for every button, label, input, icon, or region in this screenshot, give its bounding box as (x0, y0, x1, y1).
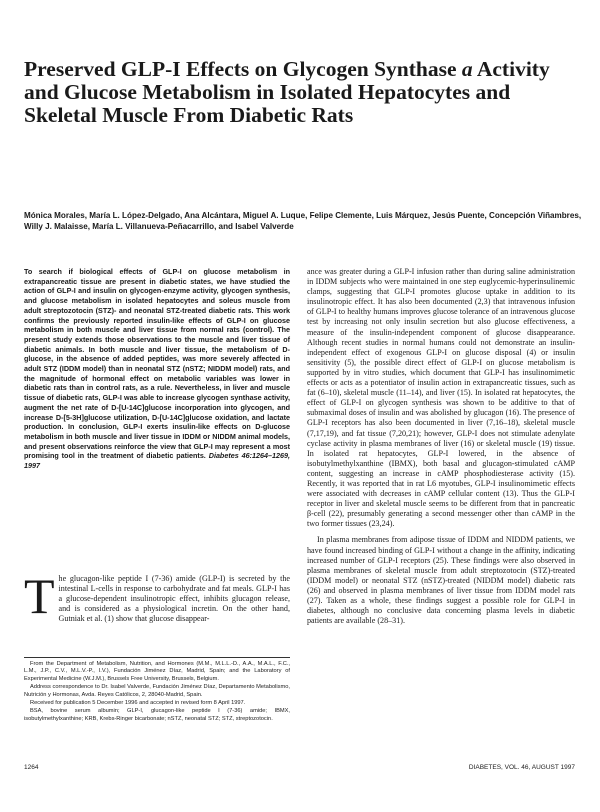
introduction-paragraph (24, 568, 290, 624)
body-paragraph-1: ance was greater during a GLP-I infusion rather than during saline administration in IDDM subjects who were maintained in one step euglycemic-hyperinsulinemic clamps, suggesting that GLP-I promotes glucose uptake in addition to its insulinotropic effect. It has also been documented (2,3) that intravenous infusion of GLP-I to healthy humans improves glucose tolerance of an intravenous glucose test by increasing not only insulin secretion but also glucose effectiveness, a measure of the insulin-independent component of glucose disappearance. Although recent studies in normal humans could not demonstrate an insulin-independent effect of exogenous GLP-I on glucose disposal (4) or insulin sensitivity (5), the possible direct effect of GLP-I on glucose metabolism is supported by in vitro studies, which document that GLP-I has insulinomimetic effects or acts as a potentiator of insulin action in extrapancreatic tissues, such as fat (6–10), skeletal muscle (11–14), and liver (15). In isolated rat hepatocytes, the effect of GLP-I on glycogen synthesis was shown to be additive to that of submaximal doses of insulin and was abolished by glucagon (16). The presence of GLP-I receptors has also been documented in liver (7,16–18), skeletal muscle (7,17,19), and fat tissue (7,20,21); however, GLP-I does not stimulate adenylate cyclase activity in plasma membranes of liver (16) or skeletal muscle (19) tissue. In isolated rat hepatocytes, GLP-I lowered, in the absence of isobutylmethylxanthine (IBMX), both basal and glucagon-stimulated cAMP content, suggesting an increase in cAMP phosphodiesterase activity (15). Recently, it was reported that in rat L6 myotubes, GLP-I insulinomimetic effects were associated with decreases in cAMP cellular content (13). Thus the GLP-I receptor in liver and skeletal muscle seems to be different from that in pancreatic β-cell (22), presumably generating a second messenger other than cAMP in the two former tissues (23,24). (307, 267, 575, 529)
drop-cap: T (24, 568, 55, 624)
article-title (24, 58, 569, 127)
footnote-correspondence: Address correspondence to Dr. Isabel Valverde, Fundación Jiménez Díaz, Departamento Metabolismo, Nutrición y Hormonas, Avda. Reyes Católicos, 2, 28040-Madrid, Spain. (24, 684, 290, 698)
body-paragraph-2: In plasma membranes from adipose tissue of IDDM and NIDDM patients, we have found increased binding of GLP-I without a change in the affinity, indicating increased number of GLP-I receptors (25). These findings were also observed in plasma membranes of skeletal muscle from adult streptozotocin (STZ)-treated (IDDM model) or neonatal STZ (nSTZ)-treated (NIDDM model) diabetic rats (26) and observed in plasma membranes of liver tissue from IDDM model rats (27). Taken as a whole, these findings suggest a possible role for GLP-I in diabetes, although no conclusive data concerning plasma levels in diabetic patients are available (28–31). (307, 535, 575, 626)
title-rest: Activity and Glucose Metabolism in Isolated Hepatocytes and Skeletal Muscle From Diabetic Rats (24, 57, 550, 127)
page-footer (24, 764, 575, 774)
introduction-text: he glucagon-like peptide I (7-36) amide (GLP-I) is secreted by the intestinal L-cells in response to carbohydrate and fat meals. GLP-I has a glucose-dependent insulinotropic effect, inhibits glucagon release, and is considered as a physiological incretin. On the other hand, Gutniak et al. (1) show that glucose disappear- (58, 574, 290, 624)
abstract-citation: Diabetes 46:1264–1269, 1997 (24, 451, 290, 471)
left-column (24, 267, 290, 471)
footnotes (24, 657, 290, 724)
author-list: Mónica Morales, María L. López-Delgado, Ana Alcántara, Miguel A. Luque, Felipe Clemente, Luis Márquez, Jesús Puente, Concepción Viñambres, Willy J. Malaisse, María L. Villanueva-Peñacarrillo, and Isabel Valverde (24, 211, 582, 231)
title-alpha-symbol: a (461, 57, 473, 81)
page-number: 1264 (24, 764, 39, 771)
abstract (24, 267, 290, 471)
footnote-abbreviations: BSA, bovine serum albumin; GLP-I, glucagon-like peptide I (7-36) amide; IBMX, isobutylmethylxanthine; KRB, Krebs-Ringer bicarbonate; nSTZ, neonatal STZ; STZ, streptozotocin. (24, 708, 290, 722)
right-column (307, 267, 575, 632)
footnote-received: Received for publication 5 December 1996 and accepted in revised form 8 April 1997. (30, 700, 246, 707)
footnote-affiliation: From the Department of Metabolism, Nutrition, and Hormones (M.M., M.L.L.-D., A.A., M.A.L., F.C., L.M., J.P., C.V., M.L.V.-P., I.V.), Fundación Jiménez Díaz, Madrid, Spain; and the Laboratory of Experimental Medicine (W.J.M.), Brussels Free University, Brussels, Belgium. (24, 661, 290, 682)
title-main: Preserved GLP-I Effects on Glycogen Synthase (24, 57, 462, 81)
journal-reference: DIABETES, VOL. 46, AUGUST 1997 (468, 764, 575, 771)
abstract-text: To search if biological effects of GLP-I on glucose metabolism in extrapancreatic tissue are present in diabetic states, we have studied the action of GLP-I and insulin on glycogen-enzyme activity, glycogen synthesis, and glucose metabolism in isolated hepatocytes and soleus muscle from adult streptozotocin (STZ)- and neonatal STZ-treated diabetic rats. This work confirms the previously reported insulin-like effects of GLP-I on glucose metabolism in both muscle and liver tissue from normal rats (control). The present study extends those observations to the muscle and liver tissue of diabetic animals. In both muscle and liver tissue, the metabolism of D-glucose, in the absence of added peptides, was more severely affected in adult STZ (IDDM model) than in neonatal STZ (nSTZ; NIDDM model) rats, and the magnitude of hormonal effect on metabolic variables was lower in diabetic rats than in control rats, as a rule. Nevertheless, in liver and muscle tissue of diabetic rats, GLP-I was able to increase glycogen synthase activity, augment the net rate of D-[U-14C]glucose incorporation into glycogen, and increase D-[5-3H]glucose utilization, D-[U-14C]glucose oxidation, and lactate production. In conclusion, GLP-I exerts insulin-like effects on D-glucose metabolism in both muscle and liver tissue in IDDM or NIDDM animal models, and present observations reinforce the view that GLP-I may represent a most promising tool in the treatment of diabetic patients. (24, 267, 290, 461)
